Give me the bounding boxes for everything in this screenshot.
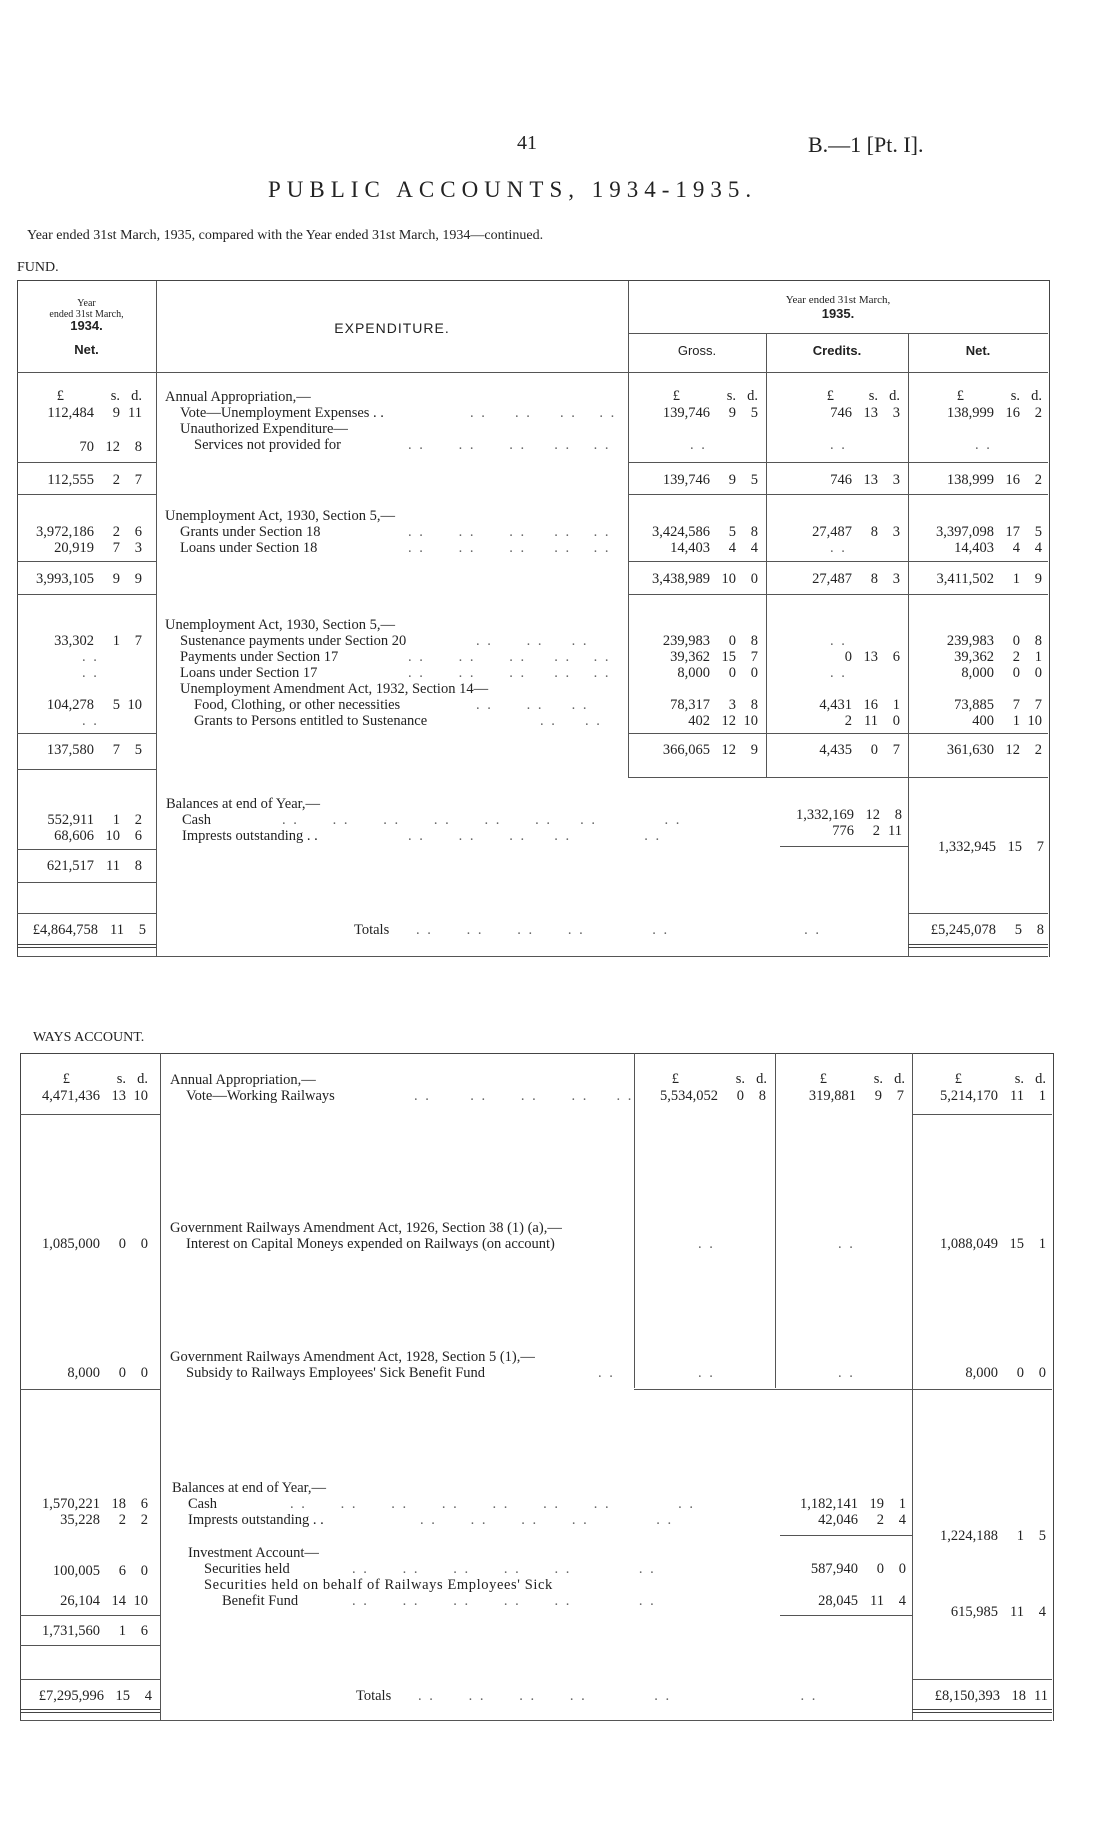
amount-gross-subtotal-2: 3,438,989 10 0 xyxy=(652,571,758,587)
amount-prev-total-2: £7,295,996 15 4 xyxy=(38,1688,152,1704)
amount-credits-subtotal-3: 4,435 0 7 xyxy=(819,742,900,758)
leader-dots: . . . . . . . . . . xyxy=(408,437,611,453)
header-prev-year-line3: 1934. xyxy=(70,318,103,333)
label-annual-appropriation: Annual Appropriation,— xyxy=(165,389,311,405)
amount-credits-sick: 28,045 11 4 xyxy=(818,1593,906,1609)
amount-prev-cash: 552,911 1 2 xyxy=(47,812,142,828)
amount-net-subtotal-3: 361,630 12 2 xyxy=(946,742,1042,758)
leader-dots: . . . . . . . . . . . . xyxy=(352,1561,656,1577)
column-divider xyxy=(775,1053,776,1388)
amount-gross-subtotal-3: 366,065 12 9 xyxy=(662,742,758,758)
nil-dots: . . xyxy=(82,713,99,729)
leader-dots: . . . . . . . . . . xyxy=(408,665,611,681)
amount-net-food: 73,885 7 7 xyxy=(954,697,1042,713)
amount-credits-subtotal-2: 27,487 8 3 xyxy=(812,571,900,587)
leader-dots: . . . . . . . . . . xyxy=(414,1088,634,1104)
amount-credits-food: 4,431 16 1 xyxy=(819,697,900,713)
amount-prev-subtotal-2: 3,993,105 9 9 xyxy=(36,571,142,587)
amount-net-subtotal-2: 3,411,502 1 9 xyxy=(936,571,1042,587)
label-services-not-provided: Services not provided for xyxy=(194,437,341,453)
label-totals: Totals xyxy=(354,922,390,938)
leader-dots: . . . . . . . . xyxy=(470,405,617,421)
label-unemployment-act-1: Unemployment Act, 1930, Section 5,— xyxy=(165,508,395,524)
amount-gross-sust20: 239,983 0 8 xyxy=(662,633,758,649)
units-prev: £ s. d. xyxy=(62,1071,148,1087)
label-investment: Investment Account— xyxy=(188,1545,319,1561)
amount-prev-sick: 26,104 14 10 xyxy=(60,1593,148,1609)
label-totals-2: Totals xyxy=(356,1688,392,1704)
leader-dots: . . . . . . . . . . xyxy=(408,649,611,665)
nil-dots: . . xyxy=(698,1365,715,1381)
page-subtitle: Year ended 31st March, 1935, compared with the Year ended 31st March, 1934—continued. xyxy=(27,228,544,243)
header-prev-net: Net. xyxy=(74,342,99,357)
amount-gross-pay17: 39,362 15 7 xyxy=(670,649,758,665)
amount-credits-subtotal-1: 746 13 3 xyxy=(830,472,900,488)
units-gross: £ s. d. xyxy=(671,1071,767,1087)
leader-dots: . . . . . . . . . . xyxy=(408,524,611,540)
label-grants-s18: Grants under Section 18 xyxy=(180,524,321,540)
label-amendment-1932: Unemployment Amendment Act, 1932, Section 14— xyxy=(180,681,489,697)
amount-credits-securities: 587,940 0 0 xyxy=(810,1561,906,1577)
amount-prev-balances-2: 1,731,560 1 6 xyxy=(42,1623,148,1639)
amount-prev-subsidy: 8,000 0 0 xyxy=(67,1365,148,1381)
header-prev-year-line1: Year xyxy=(77,298,96,309)
label-vote-unemployment: Vote—Unemployment Expenses . . xyxy=(180,405,384,421)
total-underline xyxy=(908,944,1048,948)
amount-prev-imprests: 68,606 10 6 xyxy=(54,828,142,844)
amount-prev-subtotal-1: 112,555 2 7 xyxy=(47,472,142,488)
leader-dots: . . xyxy=(598,1365,615,1381)
leader-dots: . . . . . . . . . . xyxy=(408,828,662,844)
leader-dots: . . . . . . . . . . xyxy=(408,540,611,556)
leader-dots: . . . . . . . . . . . . . . . . xyxy=(282,812,682,828)
amount-net-subtotal-1: 138,999 16 2 xyxy=(946,472,1042,488)
amount-credits-cash: 1,332,169 12 8 xyxy=(796,807,902,823)
units-net: £ s. d. xyxy=(956,388,1042,404)
label-sustenance-s20: Sustenance payments under Section 20 xyxy=(180,633,407,649)
amount-gross-food: 78,317 3 8 xyxy=(670,697,758,713)
header-prev-year xyxy=(17,298,156,331)
leader-dots: . . . . . . . . . . . . xyxy=(416,922,821,938)
leader-dots: . . . . xyxy=(540,713,602,729)
header-credits: Credits. xyxy=(812,343,862,358)
amount-prev-total: £4,864,758 11 5 xyxy=(32,922,146,938)
header-prev-year-line2: ended 31st March, xyxy=(49,309,124,320)
amount-gross-vote-railways: 5,534,052 0 8 xyxy=(660,1088,766,1104)
nil-dots: . . xyxy=(830,665,847,681)
amount-credits-imprests-2: 42,046 2 4 xyxy=(818,1512,906,1528)
amount-credits-grantsp: 2 11 0 xyxy=(844,713,900,729)
page-number: 41 xyxy=(517,132,537,154)
nil-dots: . . xyxy=(838,1365,855,1381)
nil-dots: . . xyxy=(975,437,992,453)
column-divider xyxy=(160,1053,161,1720)
amount-net-cash-imprests: 1,224,188 1 5 xyxy=(940,1528,1046,1544)
label-cash-2: Cash xyxy=(188,1496,217,1512)
total-underline xyxy=(912,1709,1052,1713)
column-divider xyxy=(634,1053,635,1388)
units-prev: £ s. d. xyxy=(56,388,142,404)
amount-gross-loans18: 14,403 4 4 xyxy=(670,540,758,556)
amount-prev-unauth: 70 12 8 xyxy=(79,439,142,455)
amount-prev-loans18: 20,919 7 3 xyxy=(54,540,142,556)
label-unauthorized: Unauthorized Expenditure— xyxy=(180,421,348,437)
amount-prev-securities: 100,005 6 0 xyxy=(52,1563,148,1579)
nil-dots: . . xyxy=(82,665,99,681)
header-expenditure: EXPENDITURE. xyxy=(334,320,450,336)
header-year-ended xyxy=(628,294,1048,320)
leader-dots: . . . . . . . . . . . . . . . . xyxy=(290,1496,695,1512)
label-subsidy: Subsidy to Railways Employees' Sick Benefit Fund xyxy=(186,1365,486,1381)
amount-prev-food: 104,278 5 10 xyxy=(46,697,142,713)
amount-net-interest: 1,088,049 15 1 xyxy=(940,1236,1046,1252)
label-cash: Cash xyxy=(182,812,211,828)
amount-gross-subtotal-1: 139,746 9 5 xyxy=(662,472,758,488)
nil-dots: . . xyxy=(830,437,847,453)
amount-prev-balances: 621,517 11 8 xyxy=(46,858,142,874)
column-divider xyxy=(766,333,767,777)
column-divider xyxy=(912,1053,913,1720)
label-payments-s17: Payments under Section 17 xyxy=(180,649,339,665)
amount-prev-sust20: 33,302 1 7 xyxy=(54,633,142,649)
label-imprests-2: Imprests outstanding . . xyxy=(188,1512,324,1528)
label-balances-2: Balances at end of Year,— xyxy=(172,1480,327,1496)
amount-gross-grants18: 3,424,586 5 8 xyxy=(652,524,758,540)
ways-account-label: WAYS ACCOUNT. xyxy=(33,1030,145,1045)
header-net: Net. xyxy=(965,343,991,358)
amount-prev-vote-railways: 4,471,436 13 10 xyxy=(42,1088,148,1104)
label-gr-amend-1926: Government Railways Amendment Act, 1926, Section 38 (1) (a),— xyxy=(170,1220,562,1236)
label-unemployment-act-2: Unemployment Act, 1930, Section 5,— xyxy=(165,617,395,633)
amount-gross-grantsp: 402 12 10 xyxy=(688,713,758,729)
nil-dots: . . xyxy=(830,540,847,556)
units-gross: £ s. d. xyxy=(672,388,758,404)
amount-prev-imprests-2: 35,228 2 2 xyxy=(60,1512,148,1528)
fund-label: FUND. xyxy=(17,260,59,275)
label-securities-behalf-2: Benefit Fund xyxy=(222,1593,299,1609)
amount-credits-pay17: 0 13 6 xyxy=(844,649,900,665)
nil-dots: . . xyxy=(82,649,99,665)
units-net: £ s. d. xyxy=(954,1071,1046,1087)
label-securities-held: Securities held xyxy=(204,1561,290,1577)
amount-net-total-2: £8,150,393 18 11 xyxy=(934,1688,1048,1704)
amount-credits-grants18: 27,487 8 3 xyxy=(812,524,900,540)
amount-prev-grants18: 3,972,186 2 6 xyxy=(36,524,142,540)
total-underline xyxy=(17,944,156,948)
leader-dots: . . . . . . xyxy=(476,697,589,713)
amount-gross-vote: 139,746 9 5 xyxy=(662,405,758,421)
nil-dots: . . xyxy=(698,1236,715,1252)
amount-credits-vote-railways: 319,881 9 7 xyxy=(808,1088,904,1104)
total-underline xyxy=(20,1709,160,1713)
leader-dots: . . . . . . . . . . . . xyxy=(418,1688,818,1704)
label-gr-amend-1928: Government Railways Amendment Act, 1928, Section 5 (1),— xyxy=(170,1349,535,1365)
amount-net-loans18: 14,403 4 4 xyxy=(954,540,1042,556)
column-divider xyxy=(908,333,909,957)
units-credits: £ s. d. xyxy=(826,388,900,404)
amount-net-pay17: 39,362 2 1 xyxy=(954,649,1042,665)
label-loans-s17: Loans under Section 17 xyxy=(180,665,318,681)
nil-dots: . . xyxy=(830,633,847,649)
label-securities-behalf-1: Securities held on behalf of Railways Employees' Sick xyxy=(204,1577,553,1593)
leader-dots: . . . . . . xyxy=(476,633,589,649)
amount-net-balances: 1,332,945 15 7 xyxy=(938,839,1044,855)
label-loans-s18: Loans under Section 18 xyxy=(180,540,318,556)
amount-prev-vote: 112,484 9 11 xyxy=(47,405,142,421)
leader-dots: . . . . . . . . . . xyxy=(420,1512,674,1528)
amount-credits-imprests: 776 2 11 xyxy=(832,823,902,839)
amount-net-vote-railways: 5,214,170 11 1 xyxy=(940,1088,1046,1104)
amount-net-subsidy: 8,000 0 0 xyxy=(965,1365,1046,1381)
amount-net-investment: 615,985 11 4 xyxy=(950,1604,1046,1620)
amount-prev-interest: 1,085,000 0 0 xyxy=(42,1236,148,1252)
ways-account-table xyxy=(20,1053,1054,1721)
label-balances: Balances at end of Year,— xyxy=(166,796,321,812)
label-annual-appropriation-2: Annual Appropriation,— xyxy=(170,1072,316,1088)
amount-net-vote: 138,999 16 2 xyxy=(946,405,1042,421)
amount-net-sust20: 239,983 0 8 xyxy=(946,633,1042,649)
amount-net-grantsp: 400 1 10 xyxy=(972,713,1042,729)
header-year-ended-line2: 1935. xyxy=(821,306,855,321)
document-reference: B.—1 [Pt. I]. xyxy=(808,132,924,157)
amount-net-loans17: 8,000 0 0 xyxy=(961,665,1042,681)
label-food-clothing: Food, Clothing, or other necessities xyxy=(194,697,401,713)
label-interest-capital: Interest on Capital Moneys expended on Railways (on account) xyxy=(186,1236,555,1252)
amount-credits-vote: 746 13 3 xyxy=(830,405,900,421)
amount-prev-subtotal-3: 137,580 7 5 xyxy=(46,742,142,758)
units-credits: £ s. d. xyxy=(819,1071,905,1087)
header-gross: Gross. xyxy=(677,343,717,358)
header-divider xyxy=(17,372,1048,373)
amount-net-grants18: 3,397,098 17 5 xyxy=(936,524,1042,540)
header-year-ended-line1: Year ended 31st March, xyxy=(785,294,891,306)
header-divider xyxy=(628,333,1048,334)
amount-gross-loans17: 8,000 0 0 xyxy=(677,665,758,681)
label-imprests: Imprests outstanding . . xyxy=(182,828,318,844)
nil-dots: . . xyxy=(838,1236,855,1252)
leader-dots: . . . . . . . . . . . . xyxy=(352,1593,656,1609)
column-divider xyxy=(156,281,157,957)
amount-credits-cash-2: 1,182,141 19 1 xyxy=(800,1496,906,1512)
amount-net-total: £5,245,078 5 8 xyxy=(930,922,1044,938)
page-title: PUBLIC ACCOUNTS, 1934-1935. xyxy=(268,177,758,202)
label-vote-railways: Vote—Working Railways xyxy=(186,1088,335,1104)
label-grants-persons: Grants to Persons entitled to Sustenance xyxy=(194,713,428,729)
amount-prev-cash-2: 1,570,221 18 6 xyxy=(42,1496,148,1512)
nil-dots: . . xyxy=(690,437,707,453)
